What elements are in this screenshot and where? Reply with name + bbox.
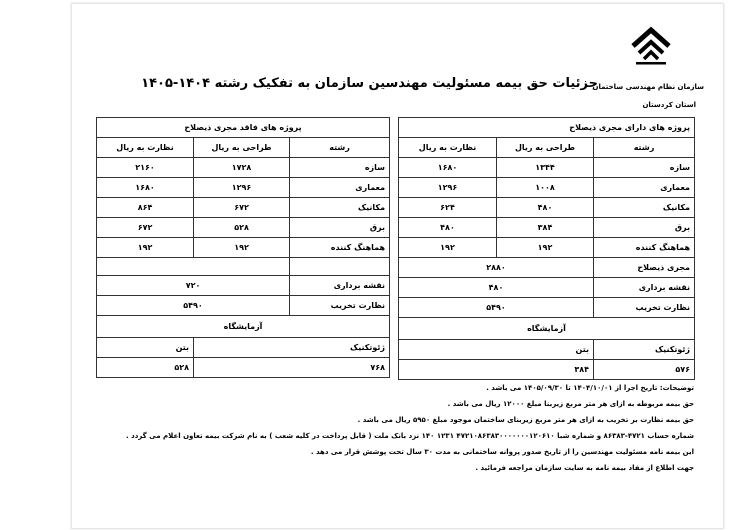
- table-caption: پروژه های دارای مجری ذیصلاح: [399, 118, 695, 138]
- extra-value: ۵۴۹۰: [399, 298, 594, 318]
- supervision-cell: ۲۱۶۰: [97, 158, 194, 178]
- lab-value: ۵۲۸: [97, 358, 194, 378]
- note-line: حق بیمه مربوطه به ازای هر متر مربع زیربنا مبلغ ۱۲۰۰۰ ریال می باشد .: [447, 400, 694, 408]
- design-cell: ۵۲۸: [194, 218, 290, 238]
- column-header: نظارت به ریال: [399, 138, 497, 158]
- note-line: شماره حساب ۴۷۲۱-۸۶۳۸۳ و شماره شبا ۴۷۲۱۰۸۶۳۸۳۰۰۰۰۰۰۰۱۲۰۶۱۰ ۱۲۳۱ ۱۴۰ نزد بانک ملت ( قابل پرداخت در کلیه شعب ) به نام شرکت بیمه تعاون اعلام می گردد .: [126, 432, 694, 440]
- design-cell: ۱۳۴۴: [497, 158, 594, 178]
- table-row: [97, 198, 390, 218]
- design-cell: ۱۹۲: [497, 238, 594, 258]
- table-without-contractor: [96, 117, 390, 378]
- table-row: [399, 258, 695, 278]
- note-line: این بیمه نامه مسئولیت مهندسین را از تاریخ صدور پروانه ساختمانی به مدت ۳۰ سال تحت پوشش قرار می دهد .: [310, 448, 694, 456]
- column-header: رشته: [290, 138, 390, 158]
- extra-label: نظارت تخریب: [290, 296, 390, 316]
- supervision-cell: ۱۶۸۰: [399, 158, 497, 178]
- design-cell: ۴۸۰: [497, 198, 594, 218]
- organization-logo: [630, 26, 672, 66]
- supervision-cell: ۱۲۹۶: [399, 178, 497, 198]
- field-cell: هماهنگ کننده: [290, 238, 390, 258]
- extra-value: ۴۸۰: [399, 278, 594, 298]
- table-row: [399, 178, 695, 198]
- table-row: [97, 296, 390, 316]
- field-cell: معماری: [290, 178, 390, 198]
- field-cell: هماهنگ کننده: [594, 238, 695, 258]
- note-line: توضیحات: تاریخ اجرا از ۱۴۰۴/۱۰/۰۱ تا ۱۴۰۵/۰۹/۳۰ می باشد .: [486, 384, 694, 392]
- table-with-contractor: [398, 117, 695, 380]
- table-row: [399, 158, 695, 178]
- table-caption: پروژه های فاقد مجری ذیصلاح: [97, 118, 390, 138]
- table-row: [97, 218, 390, 238]
- table-row: [97, 158, 390, 178]
- lab-column-header: ژئوتکنیک: [194, 338, 390, 358]
- extra-label: نظارت تخریب: [594, 298, 695, 318]
- extra-value: ۵۴۹۰: [97, 296, 290, 316]
- extra-label: نقشه برداری: [594, 278, 695, 298]
- table-row: [97, 238, 390, 258]
- supervision-cell: ۱۹۲: [97, 238, 194, 258]
- lab-column-header: ژئوتکنیک: [594, 340, 695, 360]
- design-cell: ۱۷۲۸: [194, 158, 290, 178]
- page-title: جزئیات حق بیمه مسئولیت مهندسین سازمان به تفکیک رشته ۱۴۰۴-۱۴۰۵: [141, 76, 598, 91]
- field-cell: مکانیک: [290, 198, 390, 218]
- notes-section: [100, 380, 694, 476]
- design-cell: ۳۸۴: [497, 218, 594, 238]
- lab-column-header: بتن: [399, 340, 594, 360]
- note-line: جهت اطلاع از مفاد بیمه نامه به سایت سازمان مراجعه فرمائید .: [475, 464, 694, 472]
- lab-value: ۷۶۸: [194, 358, 390, 378]
- field-cell: سازه: [594, 158, 695, 178]
- organization-name: سازمان نظام مهندسی ساختمان: [592, 83, 704, 91]
- supervision-cell: ۱۶۸۰: [97, 178, 194, 198]
- lab-value: ۳۸۴: [399, 360, 594, 380]
- design-cell: ۱۰۰۸: [497, 178, 594, 198]
- supervision-cell: ۱۹۲: [399, 238, 497, 258]
- column-header: رشته: [594, 138, 695, 158]
- table-row: [399, 298, 695, 318]
- extra-value: ۲۸۸۰: [399, 258, 594, 278]
- table-row: [97, 276, 390, 296]
- table-row: [97, 178, 390, 198]
- field-cell: سازه: [290, 158, 390, 178]
- table-row: [399, 218, 695, 238]
- empty-row: [97, 258, 390, 276]
- column-header: طراحی به ریال: [194, 138, 290, 158]
- design-cell: ۱۹۲: [194, 238, 290, 258]
- field-cell: معماری: [594, 178, 695, 198]
- lab-value: ۵۷۶: [594, 360, 695, 380]
- lab-column-header: بتن: [97, 338, 194, 358]
- extra-label: نقشه برداری: [290, 276, 390, 296]
- extra-value: ۷۲۰: [97, 276, 290, 296]
- design-cell: ۶۷۲: [194, 198, 290, 218]
- lab-header: آزمایشگاه: [399, 318, 695, 340]
- supervision-cell: ۶۲۴: [399, 198, 497, 218]
- table-row: [399, 198, 695, 218]
- table-row: [399, 278, 695, 298]
- lab-header: آزمایشگاه: [97, 316, 390, 338]
- column-header: طراحی به ریال: [497, 138, 594, 158]
- field-cell: برق: [290, 218, 390, 238]
- note-line: حق بیمه نظارت بر تخریب به ازای هر متر مربع زیربنای ساختمان موجود مبلغ ۵۹۵۰ ریال می باشد .: [357, 416, 694, 424]
- supervision-cell: ۸۶۴: [97, 198, 194, 218]
- supervision-cell: ۴۸۰: [399, 218, 497, 238]
- table-row: [399, 238, 695, 258]
- province-name: استان کردستان: [642, 101, 696, 109]
- field-cell: مکانیک: [594, 198, 695, 218]
- extra-label: مجری ذیصلاح: [594, 258, 695, 278]
- field-cell: برق: [594, 218, 695, 238]
- supervision-cell: ۶۷۲: [97, 218, 194, 238]
- column-header: نظارت به ریال: [97, 138, 194, 158]
- design-cell: ۱۲۹۶: [194, 178, 290, 198]
